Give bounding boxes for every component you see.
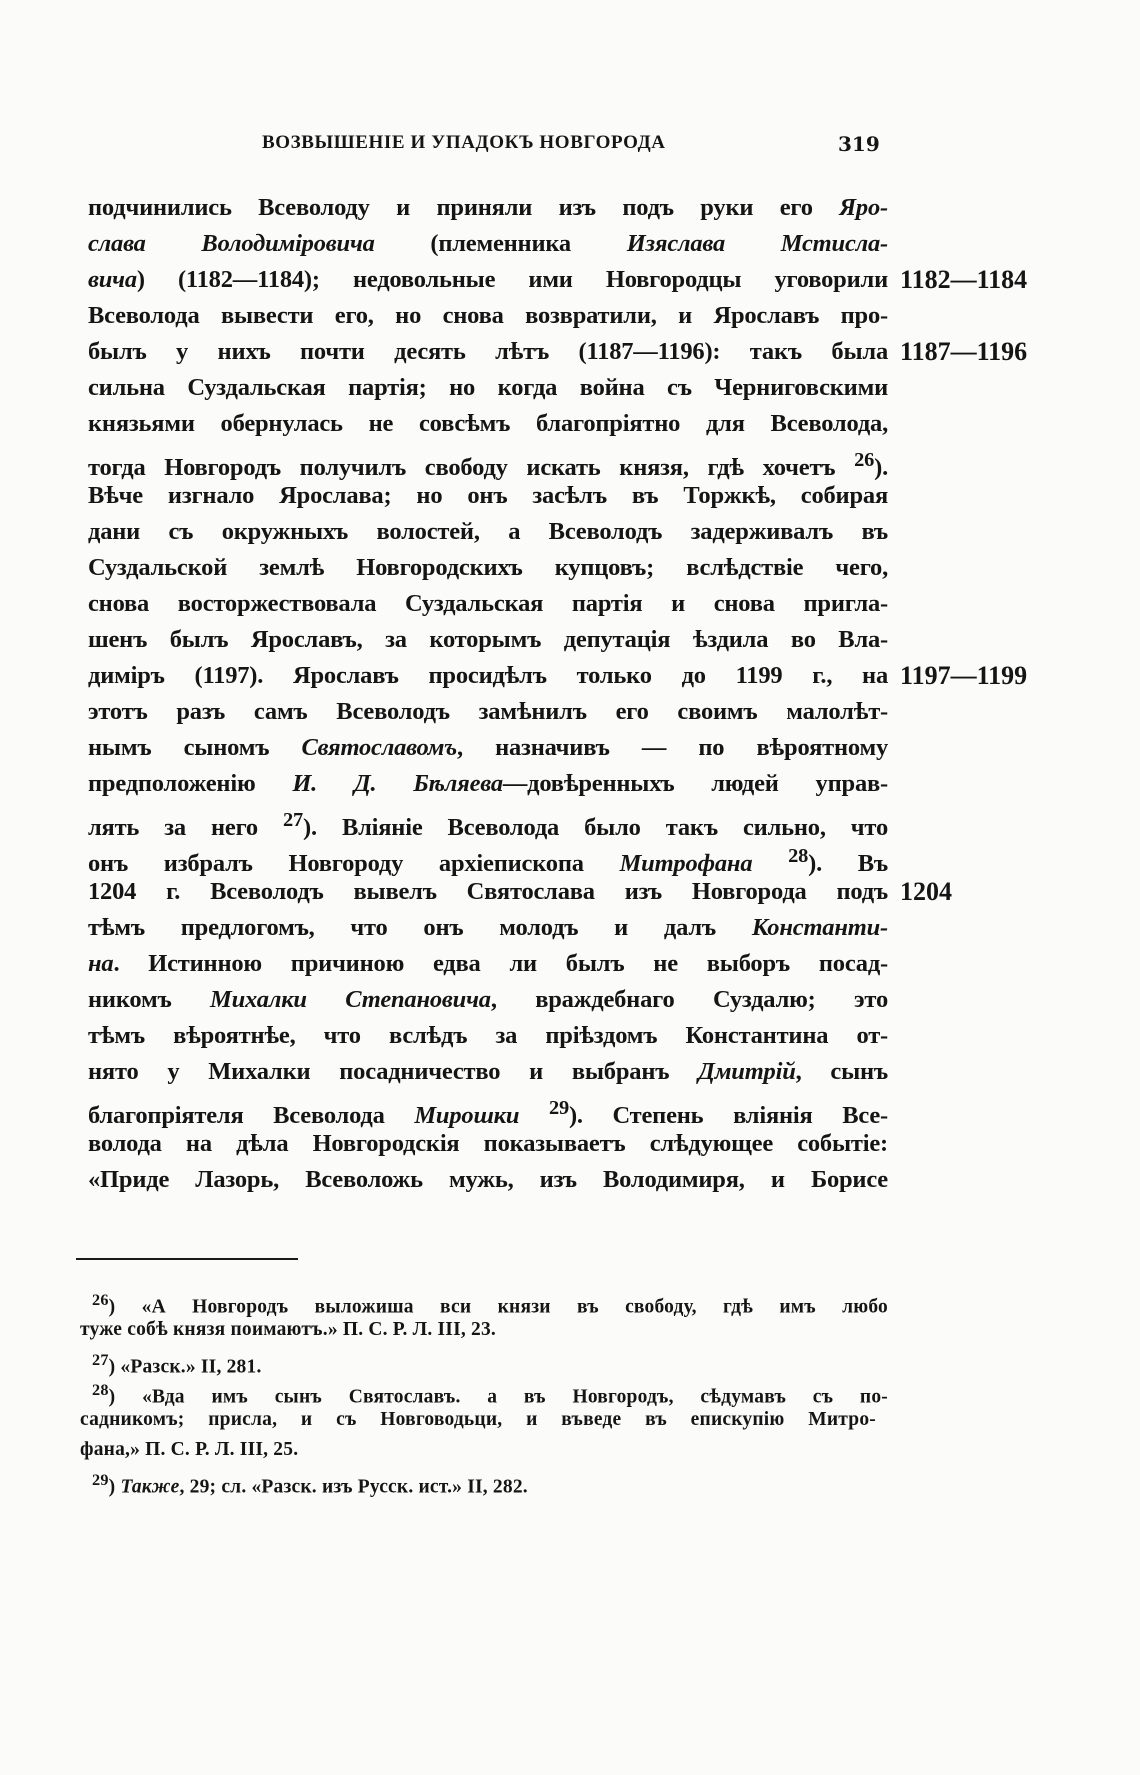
text-run: этотъ разъ самъ Всеволодъ замѣнилъ его своимъ малолѣт-: [88, 698, 888, 725]
text-line: [88, 802, 888, 842]
text-run: 1204 г. Всеволодъ вывелъ Святослава изъ Новгорода подъ: [88, 878, 888, 905]
italic-run: Святославомъ: [301, 734, 457, 761]
text-line: [88, 1018, 888, 1054]
text-run: , враждебнаго Суздалю; это: [490, 986, 888, 1013]
text-run: тѣмъ предлогомъ, что онъ молодъ и далъ: [88, 914, 752, 941]
footnote-line: [92, 1465, 888, 1498]
text-run: князьями обернулась не совсѣмъ благопріятно для Всеволода,: [88, 410, 888, 437]
text-run: ): [108, 1476, 121, 1498]
text-run: Всеволода вывести его, но снова возвратили, и Ярославъ про-: [88, 302, 888, 329]
text-line: [88, 982, 888, 1018]
text-line: [88, 1054, 888, 1090]
text-run: волода на дѣла Новгородскія показываетъ слѣдующее событіе:: [88, 1130, 888, 1157]
footnote-ref: 28: [788, 845, 809, 867]
text-line: [88, 1162, 888, 1198]
text-run: садникомъ; присла, и съ Новговодьци, и въведе въ епискупію Митро-: [80, 1409, 876, 1430]
text-line: [88, 838, 888, 878]
margin-date: 1182—1184: [900, 265, 1028, 294]
text-line: [88, 730, 888, 766]
text-run: тѣмъ вѣроятнѣе, что вслѣдъ за пріѣздомъ Константина от-: [88, 1022, 888, 1049]
text-run: тогда Новгородъ получилъ свободу искать князя, гдѣ хочетъ: [88, 454, 855, 482]
italic-run: Мирошки: [414, 1102, 520, 1130]
text-run: , 29; сл. «Разск. изъ Русск. ист.» II, 282.: [179, 1476, 528, 1498]
text-run: , сынъ: [795, 1058, 889, 1085]
italic-run: Изяслава Мстисла-: [626, 230, 889, 257]
footnote-line: [80, 1435, 876, 1465]
italic-run: Дмитрій: [698, 1058, 796, 1085]
text-run: благопріятеля Всеволода: [88, 1102, 415, 1130]
text-run: ).: [874, 454, 888, 482]
italic-run: И. Д. Бѣляева: [292, 770, 503, 797]
text-line: [88, 622, 888, 658]
text-run: фана,» П. С. Р. Л. III, 25.: [80, 1439, 299, 1460]
text-line: [88, 478, 888, 514]
text-line: [88, 334, 888, 370]
footnote-ref: 29: [92, 1471, 109, 1489]
text-line: [88, 946, 888, 982]
footnote-rule: [76, 1258, 298, 1260]
text-run: , назначивъ — по вѣроятному: [456, 734, 888, 761]
text-run: нято у Михалки посадничество и выбранъ: [88, 1058, 699, 1085]
text-line: [88, 226, 888, 262]
text-line: [88, 766, 888, 802]
margin-date: 1197—1199: [900, 661, 1028, 690]
page-number: 319: [838, 132, 880, 156]
italic-run: Михалки Степановича: [210, 986, 491, 1013]
text-run: предположенію: [88, 770, 293, 797]
italic-run: Митрофана: [619, 850, 753, 878]
italic-run: на: [88, 950, 114, 977]
text-line: [88, 550, 888, 586]
italic-run: вича: [88, 266, 137, 293]
text-line: [88, 262, 888, 298]
text-run: Суздальской землѣ Новгородскихъ купцовъ; вслѣдствіе чего,: [88, 554, 888, 581]
text-line: [88, 406, 888, 442]
text-line: [88, 874, 888, 910]
text-run: (племенника: [374, 230, 627, 257]
text-run: Вѣче изгнало Ярослава; но онъ засѣлъ въ Торжкѣ, собирая: [88, 482, 888, 509]
text-run: диміръ (1197). Ярославъ просидѣлъ только до 1199 г., на: [88, 662, 888, 689]
running-head-title: ВОЗВЫШЕНІЕ И УПАДОКЪ НОВГОРОДА: [262, 132, 666, 153]
text-run: ) «А Новгородъ выложиша вси князи въ свободу, гдѣ имъ любо: [108, 1296, 888, 1318]
footnote-ref: 27: [92, 1351, 109, 1369]
text-line: [88, 298, 888, 334]
text-run: дани съ окружныхъ волостей, а Всеволодъ задерживалъ въ: [88, 518, 888, 545]
footnote-ref: 27: [283, 809, 304, 831]
text-line: [88, 370, 888, 406]
text-line: [88, 514, 888, 550]
text-line: [88, 190, 888, 226]
text-run: ). Вліяніе Всеволода было такъ сильно, что: [303, 814, 888, 842]
text-run: ). Въ: [808, 850, 888, 878]
text-run: никомъ: [88, 986, 211, 1013]
text-run: подчинились Всеволоду и приняли изъ подъ руки его: [88, 194, 840, 221]
text-run: онъ избралъ Новгороду архіепископа: [88, 850, 620, 878]
italic-run: Константи-: [751, 914, 888, 941]
text-line: [88, 910, 888, 946]
text-run: ). Степень вліянія Все-: [568, 1102, 888, 1130]
footnote-line: [80, 1405, 876, 1435]
text-run: лять за него: [88, 814, 283, 842]
text-line: [88, 1126, 888, 1162]
text-line: [88, 442, 888, 482]
footnote-line: [92, 1375, 888, 1408]
text-run: нымъ сыномъ: [88, 734, 302, 761]
footnote-ref: 26: [854, 449, 875, 471]
italic-run: Такжe: [120, 1476, 180, 1498]
text-run: ) (1182—1184); недовольные ими Новгородцы уговорили: [136, 266, 888, 293]
footnote-line: [92, 1345, 888, 1378]
text-run: снова восторжествовала Суздальская партія и снова пригла-: [88, 590, 888, 617]
running-header: [262, 132, 922, 158]
text-run: сильна Суздальская партія; но когда война съ Черниговскими: [88, 374, 888, 401]
italic-run: Яро-: [839, 194, 888, 221]
footnote-line: [80, 1315, 876, 1345]
text-run: былъ у нихъ почти десять лѣтъ (1187—1196): такъ была: [88, 338, 888, 365]
text-run: . Истинною причиною едва ли былъ не выборъ посад-: [113, 950, 888, 977]
text-line: [88, 1090, 888, 1130]
footnote-ref: 26: [92, 1291, 109, 1309]
text-line: [88, 658, 888, 694]
margin-date: 1204: [900, 877, 952, 906]
text-line: [88, 694, 888, 730]
text-line: [88, 586, 888, 622]
text-run: —довѣренныхъ людей управ-: [502, 770, 888, 797]
text-run: «Приде Лазорь, Всеволожь мужь, изъ Володимиря, и Борисе: [88, 1166, 888, 1193]
italic-run: слава Володиміровича: [88, 230, 375, 257]
text-run: шенъ былъ Ярославъ, за которымъ депутація ѣздила во Вла-: [88, 626, 888, 653]
footnote-ref: 29: [548, 1097, 569, 1119]
text-run: ) «Вда имъ сынъ Святославъ. а въ Новгородъ, сѣдумавъ съ по-: [108, 1386, 888, 1408]
footnote-line: [92, 1285, 888, 1318]
text-run: туже собѣ князя поимаютъ.» П. С. Р. Л. III, 23.: [80, 1319, 496, 1340]
footnote-ref: 28: [92, 1381, 109, 1399]
text-run: ) «Разск.» II, 281.: [108, 1356, 262, 1378]
margin-date: 1187—1196: [900, 337, 1028, 366]
